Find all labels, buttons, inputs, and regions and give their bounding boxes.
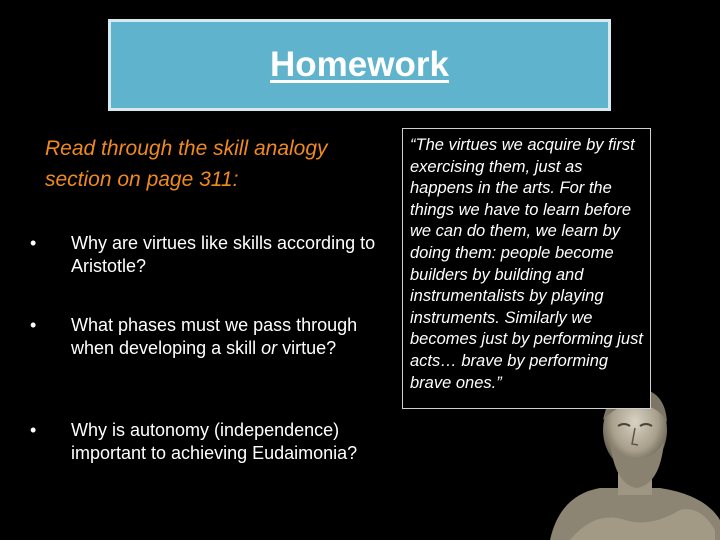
question-emphasis: or <box>261 338 278 358</box>
question-list-1 <box>30 232 389 278</box>
question-text-start: What phases must we pass through when developing a skill <box>71 315 358 358</box>
question-list-2 <box>30 314 389 360</box>
question-item: • Why is autonomy (independence) important to achieving Eudaimonia? <box>30 419 389 465</box>
question-item <box>30 314 389 360</box>
quote-box: “The virtues we acquire by first exercising them, just as happens in the arts. For the things we have to learn before we can do them, we learn by doing them: people become builders by building and instrumentalists by playing instruments. Similarly we becomes just by performing just acts… brave by performing brave ones.” <box>402 128 651 409</box>
question-list-3 <box>30 419 389 465</box>
question-item: • Why are virtues like skills according to Aristotle? <box>30 232 389 278</box>
slide-title: Homework <box>270 45 449 84</box>
title-box <box>108 19 611 111</box>
intro-text: Read through the skill analogy section on page 311: <box>45 137 328 191</box>
question-text-end: virtue? <box>277 338 337 358</box>
